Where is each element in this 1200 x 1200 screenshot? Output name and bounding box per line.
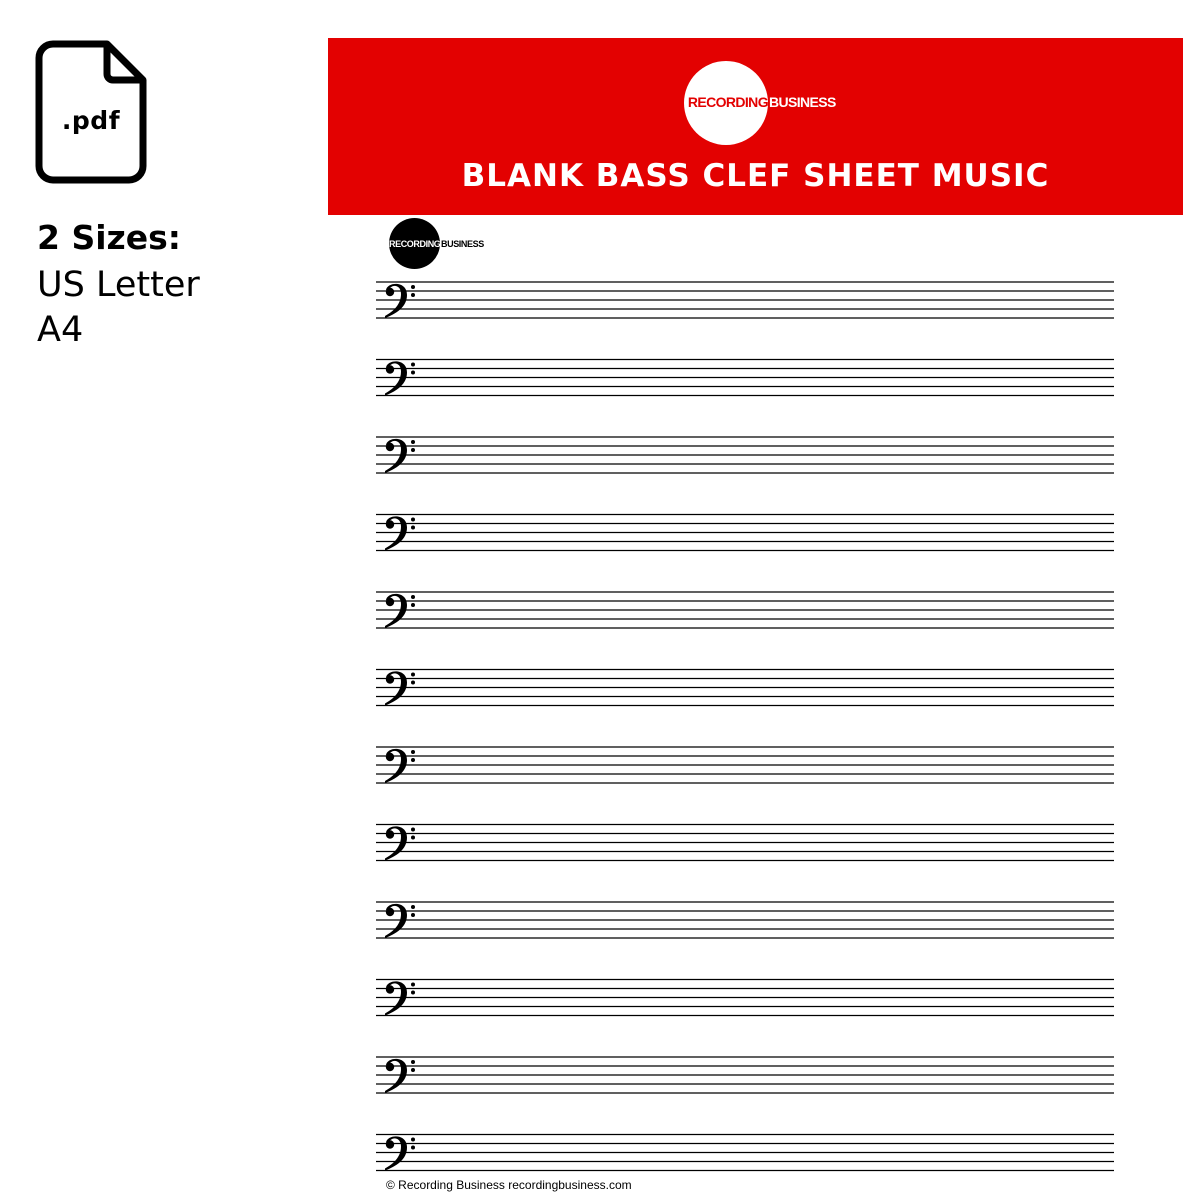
file-type-label: .pdf (61, 106, 121, 135)
staff (376, 282, 1114, 318)
footer-credit: © Recording Business recordingbusiness.com (386, 1178, 632, 1192)
bass-clef-icon (385, 361, 415, 395)
sizes-heading: 2 Sizes: (37, 218, 181, 257)
size-option-us-letter: US Letter (37, 265, 200, 305)
bass-clef-icon (385, 749, 415, 783)
staff (376, 515, 1114, 551)
bass-clef-icon (385, 594, 415, 628)
bass-clef-icon (385, 516, 415, 550)
staff (376, 825, 1114, 861)
sheet-logo-text-right: BUSINESS (441, 239, 484, 249)
staff (376, 1057, 1114, 1093)
size-option-a4: A4 (37, 310, 84, 350)
bass-clef-icon (385, 904, 415, 938)
bass-clef-icon (385, 439, 415, 473)
bass-clef-icon (385, 1136, 415, 1170)
banner-logo-text-left: RECORDING (687, 94, 768, 110)
bass-clef-icon (385, 1059, 415, 1093)
bass-clef-icon (385, 671, 415, 705)
sheet-logo-text-left: RECORDING (389, 239, 441, 249)
staff (376, 980, 1114, 1016)
staff (376, 670, 1114, 706)
banner-logo-text-right: BUSINESS (769, 94, 836, 110)
bass-clef-icon (385, 826, 415, 860)
bass-clef-icon (385, 981, 415, 1015)
staff (376, 1135, 1114, 1171)
staff (376, 360, 1114, 396)
staff (376, 592, 1114, 628)
bass-clef-icon (385, 284, 415, 318)
staff (376, 747, 1114, 783)
staff (376, 437, 1114, 473)
staff (376, 902, 1114, 938)
banner-title: BLANK BASS CLEF SHEET MUSIC (461, 158, 1050, 194)
